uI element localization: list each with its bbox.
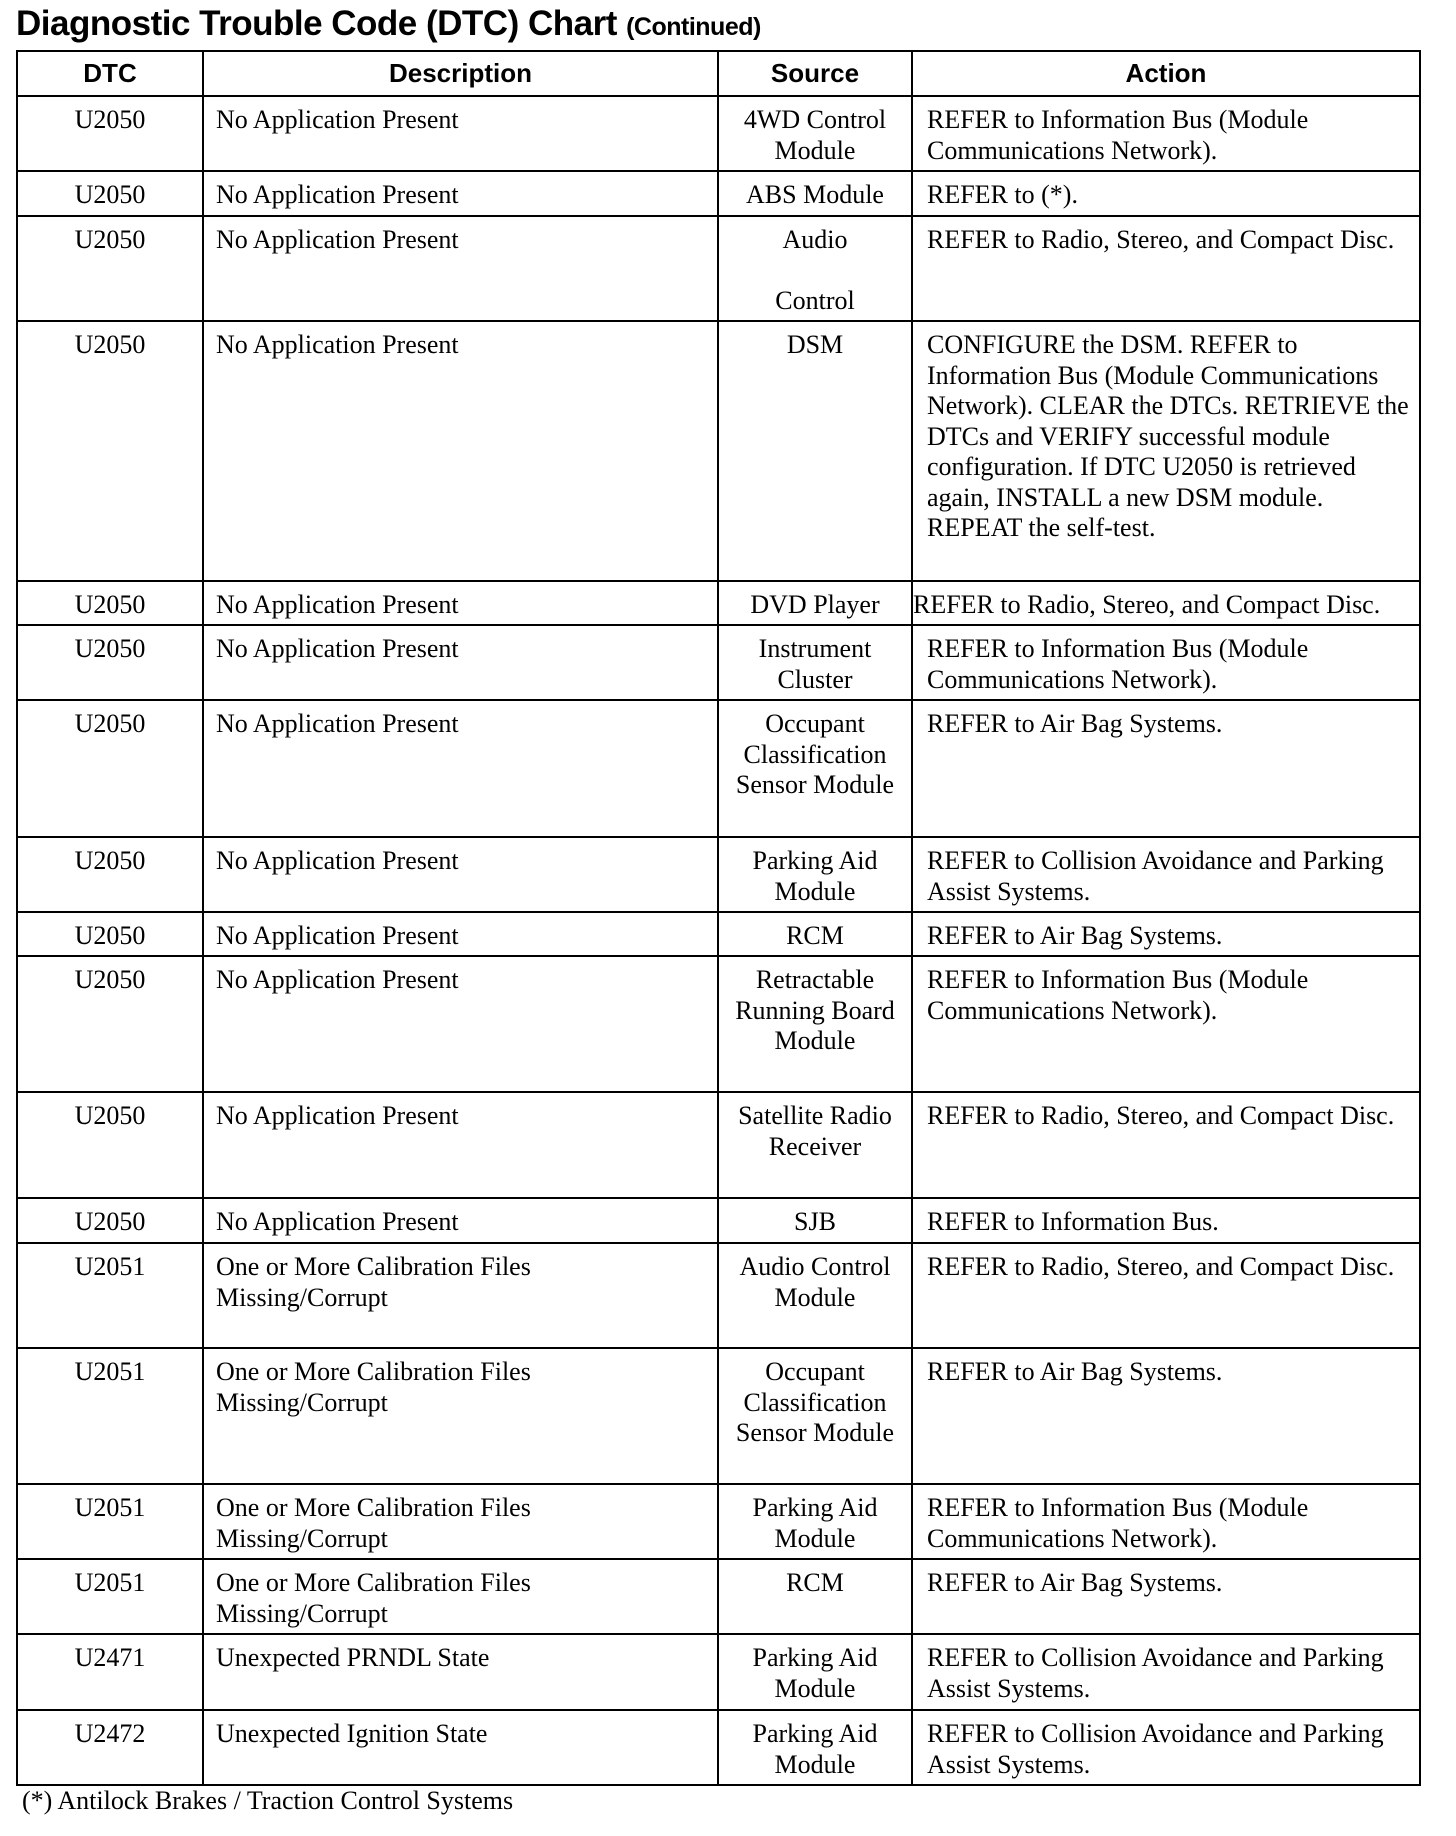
cell-action: REFER to Air Bag Systems. — [912, 1348, 1420, 1484]
cell-description: No Application Present — [203, 1092, 718, 1198]
cell-dtc: U2050 — [17, 625, 203, 700]
cell-dtc: U2051 — [17, 1243, 203, 1348]
source-gap — [723, 256, 907, 287]
header-row — [17, 51, 1420, 96]
cell-description: No Application Present — [203, 700, 718, 837]
table-row — [17, 912, 1420, 956]
cell-source: Parking Aid Module — [718, 1484, 912, 1559]
cell-source: Parking Aid Module — [718, 1710, 912, 1785]
dtc-table — [16, 50, 1421, 1786]
table-row — [17, 1634, 1420, 1710]
cell-source: DVD Player — [718, 581, 912, 625]
cell-source: DSM — [718, 321, 912, 581]
table-row — [17, 956, 1420, 1092]
cell-action: REFER to (*). — [912, 171, 1420, 216]
cell-action: REFER to Radio, Stereo, and Compact Disc. — [912, 1243, 1420, 1348]
cell-source — [718, 216, 912, 321]
table-row — [17, 321, 1420, 581]
cell-action: REFER to Radio, Stereo, and Compact Disc. — [912, 581, 1420, 625]
cell-dtc: U2050 — [17, 321, 203, 581]
cell-action: REFER to Collision Avoidance and Parking Assist Systems. — [912, 1634, 1420, 1710]
cell-action: REFER to Air Bag Systems. — [912, 700, 1420, 837]
cell-action: REFER to Radio, Stereo, and Compact Disc. — [912, 216, 1420, 321]
page-title — [16, 4, 761, 44]
cell-source: ABS Module — [718, 171, 912, 216]
cell-description: One or More Calibration Files Missing/Corrupt — [203, 1484, 718, 1559]
cell-source: RCM — [718, 1559, 912, 1634]
cell-description: Unexpected PRNDL State — [203, 1634, 718, 1710]
cell-description: Unexpected Ignition State — [203, 1710, 718, 1785]
cell-description: No Application Present — [203, 625, 718, 700]
cell-action: REFER to Collision Avoidance and Parking Assist Systems. — [912, 1710, 1420, 1785]
cell-dtc: U2051 — [17, 1484, 203, 1559]
source-line: Audio — [782, 225, 848, 254]
cell-description: No Application Present — [203, 216, 718, 321]
cell-source: Parking Aid Module — [718, 1634, 912, 1710]
cell-description: No Application Present — [203, 1198, 718, 1243]
title-text: Diagnostic Trouble Code (DTC) Chart — [16, 4, 617, 43]
cell-source: RCM — [718, 912, 912, 956]
cell-source: Satellite Radio Receiver — [718, 1092, 912, 1198]
cell-dtc: U2050 — [17, 912, 203, 956]
table-row — [17, 625, 1420, 700]
cell-dtc: U2050 — [17, 171, 203, 216]
cell-dtc: U2050 — [17, 956, 203, 1092]
table-row — [17, 171, 1420, 216]
table-row — [17, 1484, 1420, 1559]
footnote: (*) Antilock Brakes / Traction Control Systems — [22, 1786, 514, 1815]
cell-dtc: U2050 — [17, 1198, 203, 1243]
table-row — [17, 1243, 1420, 1348]
table-row — [17, 581, 1420, 625]
cell-dtc: U2050 — [17, 581, 203, 625]
cell-action: REFER to Information Bus. — [912, 1198, 1420, 1243]
cell-dtc: U2051 — [17, 1348, 203, 1484]
cell-description: No Application Present — [203, 581, 718, 625]
cell-description: No Application Present — [203, 956, 718, 1092]
cell-action: REFER to Radio, Stereo, and Compact Disc. — [912, 1092, 1420, 1198]
cell-source: 4WD Control Module — [718, 96, 912, 171]
table-row — [17, 1710, 1420, 1785]
cell-dtc: U2050 — [17, 1092, 203, 1198]
cell-source: SJB — [718, 1198, 912, 1243]
cell-action: REFER to Air Bag Systems. — [912, 1559, 1420, 1634]
cell-dtc: U2471 — [17, 1634, 203, 1710]
cell-source: Occupant Classification Sensor Module — [718, 700, 912, 837]
cell-dtc: U2050 — [17, 837, 203, 912]
cell-action: REFER to Collision Avoidance and Parking Assist Systems. — [912, 837, 1420, 912]
table-row — [17, 1559, 1420, 1634]
cell-description: No Application Present — [203, 96, 718, 171]
cell-description: No Application Present — [203, 171, 718, 216]
cell-description: One or More Calibration Files Missing/Corrupt — [203, 1348, 718, 1484]
table-row — [17, 96, 1420, 171]
cell-dtc: U2051 — [17, 1559, 203, 1634]
cell-action: REFER to Information Bus (Module Communications Network). — [912, 625, 1420, 700]
cell-dtc: U2050 — [17, 216, 203, 321]
table-row — [17, 837, 1420, 912]
cell-source: Instrument Cluster — [718, 625, 912, 700]
table-row — [17, 700, 1420, 837]
cell-description: One or More Calibration Files Missing/Corrupt — [203, 1559, 718, 1634]
cell-source: Parking Aid Module — [718, 837, 912, 912]
cell-action: REFER to Air Bag Systems. — [912, 912, 1420, 956]
cell-description: One or More Calibration Files Missing/Corrupt — [203, 1243, 718, 1348]
col-header-action: Action — [912, 51, 1420, 96]
cell-dtc: U2472 — [17, 1710, 203, 1785]
cell-source: Audio Control Module — [718, 1243, 912, 1348]
table-row — [17, 1348, 1420, 1484]
cell-action: REFER to Information Bus (Module Communications Network). — [912, 956, 1420, 1092]
cell-dtc: U2050 — [17, 700, 203, 837]
col-header-description: Description — [203, 51, 718, 96]
table-row — [17, 1198, 1420, 1243]
cell-description: No Application Present — [203, 321, 718, 581]
cell-source: Retractable Running Board Module — [718, 956, 912, 1092]
cell-dtc: U2050 — [17, 96, 203, 171]
cell-description: No Application Present — [203, 837, 718, 912]
cell-description: No Application Present — [203, 912, 718, 956]
cell-action: REFER to Information Bus (Module Communications Network). — [912, 1484, 1420, 1559]
col-header-dtc: DTC — [17, 51, 203, 96]
title-suffix: (Continued) — [626, 13, 761, 41]
cell-source: Occupant Classification Sensor Module — [718, 1348, 912, 1484]
cell-action: CONFIGURE the DSM. REFER to Information Bus (Module Communications Network). CLEAR the DTCs. RETRIEVE the DTCs and VERIFY successful module configuration. If DTC U2050 is retrieved again, INSTALL a new DSM module. REPEAT the self-test. — [912, 321, 1420, 581]
cell-action: REFER to Information Bus (Module Communications Network). — [912, 96, 1420, 171]
table-row — [17, 1092, 1420, 1198]
col-header-source: Source — [718, 51, 912, 96]
table-row — [17, 216, 1420, 321]
source-line: Control — [775, 286, 855, 315]
